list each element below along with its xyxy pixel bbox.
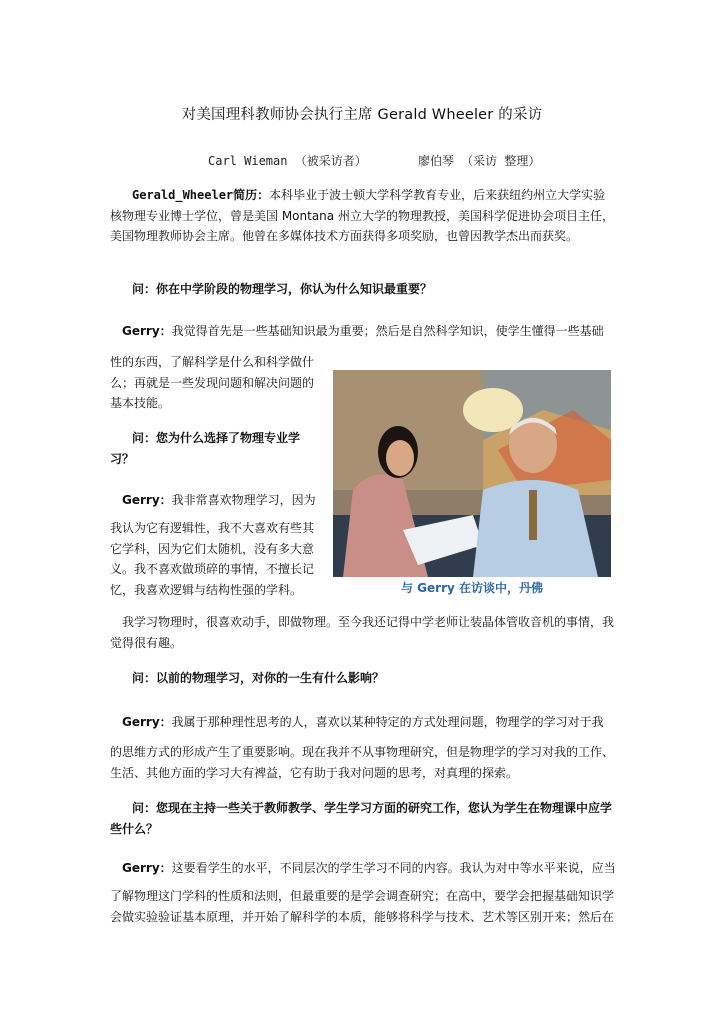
paragraph-hands-on: 我学习物理时，很喜欢动手，即做物理。至今我还记得中学老师让装晶体管收音机的事情，我觉得很有趣。 <box>110 615 615 650</box>
answer-4-text: 这要看学生的水平，不同层次的学生学习不同的内容。我认为对中等水平来说，应当 <box>171 861 616 875</box>
question-4: 问：您现在主持一些关于教师教学、学生学习方面的研究工作，您认为学生在物理课中应学些什么？ <box>110 801 613 836</box>
bio-label: 简历： <box>233 188 270 202</box>
answer-3-speaker: Gerry： <box>122 715 172 729</box>
answer-2-text: 我非常喜欢物理学习，因为 <box>171 493 316 507</box>
bio-name: Gerald_Wheeler <box>132 188 234 202</box>
document-title: 对美国理科教师协会执行主席 Gerald Wheeler 的采访 <box>181 107 543 123</box>
interviewee-credit: Carl Wieman （被采访者） <box>208 154 367 168</box>
answer-3-text: 我属于那种理性思考的人，喜欢以某种特定的方式处理问题，物理学的学习对于我 <box>171 715 604 729</box>
question-1: 问：你在中学阶段的物理学习，你认为什么知识最重要？ <box>132 282 433 296</box>
photo-caption: 与 Gerry 在访谈中，丹佛 <box>400 581 543 595</box>
photo-man-tie <box>529 490 537 540</box>
interviewer-credit: 廖伯琴 （采访 整理） <box>417 154 541 168</box>
answer-4-speaker: Gerry： <box>122 861 172 875</box>
interview-photo-svg <box>333 370 611 577</box>
answer-1-text: 我觉得首先是一些基础知识最为重要；然后是自然科学知识，使学生懂得一些基础 <box>171 324 604 338</box>
answer-1-wrap-text: 性的东西，了解科学是什么和科学做什么；再就是一些发现问题和解决问题的基本技能。 <box>110 355 315 410</box>
answer-2-wrap-text: 我认为它有逻辑性，我不大喜欢有些其它学科，因为它们太随机，没有多大意义。我不喜欢做琐碎的事情，不擅长记忆，我喜欢逻辑与结构性强的学科。 <box>110 521 315 597</box>
answer-3-continuation: 的思维方式的形成产生了重要影响。现在我并不从事物理研究，但是物理学的学习对我的工作、生活、其他方面的学习大有裨益，它有助于我对问题的思考，对真理的探索。 <box>110 745 615 780</box>
answer-1-line-1 <box>110 321 616 342</box>
photo-lamp <box>463 388 523 432</box>
interview-photo <box>333 370 611 577</box>
answer-3-line-1 <box>110 712 616 733</box>
answer-2-speaker: Gerry： <box>122 493 172 507</box>
bio-text: 本科毕业于波士顿大学科学教育专业，后来获纽约州立大学实验核物理专业博士学位，曾是美国 Montana 州立大学的物理教授，美国科学促进协会项目主任，美国物理教师协会主席。他曾在多媒体技术方面获得多项奖励，也曾因教学杰出而获奖。 <box>110 188 614 243</box>
question-3: 问：以前的物理学习，对你的一生有什么影响？ <box>132 671 385 685</box>
bio-paragraph <box>110 185 616 247</box>
answer-2-line-1 <box>110 490 320 511</box>
photo-woman-face <box>386 440 414 476</box>
answer-4-continuation: 了解物理这门学科的性质和法则，但最重要的是学会调查研究；在高中，要学会把握基础知识学会做实验验证基本原理，并开始了解科学的本质，能够将科学与技术、艺术等区别开来；然后在 <box>110 889 615 924</box>
authors-line <box>208 152 540 169</box>
question-2: 问：您为什么选择了物理专业学习？ <box>110 431 301 466</box>
answer-4-line-1 <box>110 858 616 879</box>
answer-1-speaker: Gerry： <box>122 324 172 338</box>
